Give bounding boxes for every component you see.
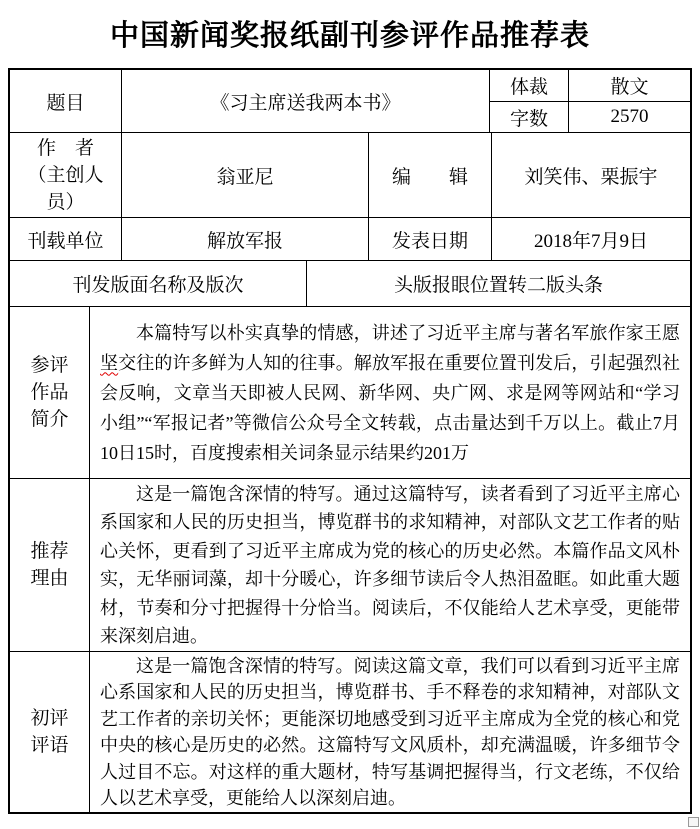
layout-row bbox=[10, 261, 690, 307]
genre-label: 体裁 bbox=[490, 70, 569, 101]
intro-label-line: 简介 bbox=[30, 409, 69, 430]
editor-label: 编 辑 bbox=[369, 133, 492, 217]
publish-unit-label: 刊载单位 bbox=[10, 218, 122, 260]
author-label-line: （主创人 bbox=[27, 164, 104, 186]
layout-label: 刊发版面名称及版次 bbox=[10, 261, 307, 306]
wordcount-value: 2570 bbox=[610, 106, 649, 127]
intro-text-before: 本篇特写以朴实真挚的情感，讲述了习近平主席与著名军旅作家王愿 bbox=[136, 322, 680, 343]
wordcount-subrow bbox=[490, 102, 690, 132]
author-value: 翁亚尼 bbox=[122, 133, 369, 217]
reason-label-line: 推荐 bbox=[30, 541, 69, 562]
intro-section-label bbox=[10, 307, 90, 478]
author-label bbox=[10, 133, 122, 217]
comment-section-cell bbox=[90, 652, 690, 812]
comment-paragraph: 这是一篇饱含深情的特写。阅读这篇文章，我们可以看到习近平主席心系国家和人民的历史担当，博览群书、手不释卷的求知精神，对部队文艺工作者的亲切关怀；更能深切地感受到习近平主席成为全党的核心和党中央的核心是历史的必然。这篇特写文风质朴，却充满温暖，许多细节令人过目不忘。对这样的重大题材，特写基调把握得当，行文老练，不仅给人以艺术享受，更能给人以深刻启迪。 bbox=[100, 655, 680, 808]
author-label-line: 作 者 bbox=[36, 137, 94, 159]
intro-text-after: 交往的许多鲜为人知的往事。解放军报在重要位置刊发后，引起强烈社会反响，文章当天即被人民网、新华网、央广网、求是网等网站和“学习小组”“军报记者”等微信公众号全文转载，点击量达到千万以上。截止7月10日15时，百度搜索相关词条显示结果约201万 bbox=[100, 352, 681, 463]
intro-paragraph bbox=[90, 318, 690, 468]
table-resize-handle[interactable] bbox=[688, 817, 699, 827]
reason-section-row bbox=[10, 479, 690, 652]
intro-label-line: 作品 bbox=[30, 382, 69, 403]
publish-row bbox=[10, 218, 690, 261]
intro-section-row bbox=[10, 307, 690, 479]
spellcheck-flagged-text: 坚 bbox=[100, 352, 119, 373]
layout-value: 头版报眼位置转二版头条 bbox=[393, 275, 603, 296]
title-label: 题目 bbox=[10, 70, 122, 132]
wordcount-label: 字数 bbox=[490, 102, 569, 132]
reason-section-cell bbox=[90, 479, 690, 651]
reason-label-line: 理由 bbox=[30, 568, 69, 589]
reason-paragraph: 这是一篇饱含深情的特写。通过这篇特写，读者看到了习近平主席心系国家和人民的历史担当，博览群书的求知精神，对部队文艺工作者的贴心关怀，更看到了习近平主席成为党的核心的历史必然。本篇作品文风朴实，无华丽词藻，却十分暖心，许多细节读后令人热泪盈眶。如此重大题材，节奏和分寸把握得十分恰当。阅读后，不仅能给人艺术享受，更能带来深刻启迪。 bbox=[100, 483, 680, 646]
reason-section-label bbox=[10, 479, 90, 651]
page-title: 中国新闻奖报纸副刊参评作品推荐表 bbox=[109, 20, 590, 52]
publish-date-label: 发表日期 bbox=[369, 218, 492, 260]
editor-value: 刘笑伟、栗振宇 bbox=[524, 166, 658, 188]
comment-label-line: 评语 bbox=[30, 735, 69, 756]
genre-subrow bbox=[490, 70, 690, 102]
genre-wordcount-stack bbox=[490, 70, 690, 132]
publish-unit-value: 解放军报 bbox=[122, 218, 369, 260]
comment-label-line: 初评 bbox=[30, 708, 69, 729]
genre-value: 散文 bbox=[610, 77, 649, 98]
recommendation-table bbox=[8, 68, 692, 814]
title-value: 《习主席送我两本书》 bbox=[122, 70, 490, 132]
intro-section-cell bbox=[90, 307, 690, 478]
comment-section-row bbox=[10, 652, 690, 812]
comment-section-label bbox=[10, 652, 90, 812]
author-label-line: 员） bbox=[46, 191, 85, 213]
title-row bbox=[10, 70, 690, 133]
intro-label-line: 参评 bbox=[30, 355, 69, 376]
author-row bbox=[10, 133, 690, 218]
publish-date-value: 2018年7月9日 bbox=[533, 230, 648, 252]
